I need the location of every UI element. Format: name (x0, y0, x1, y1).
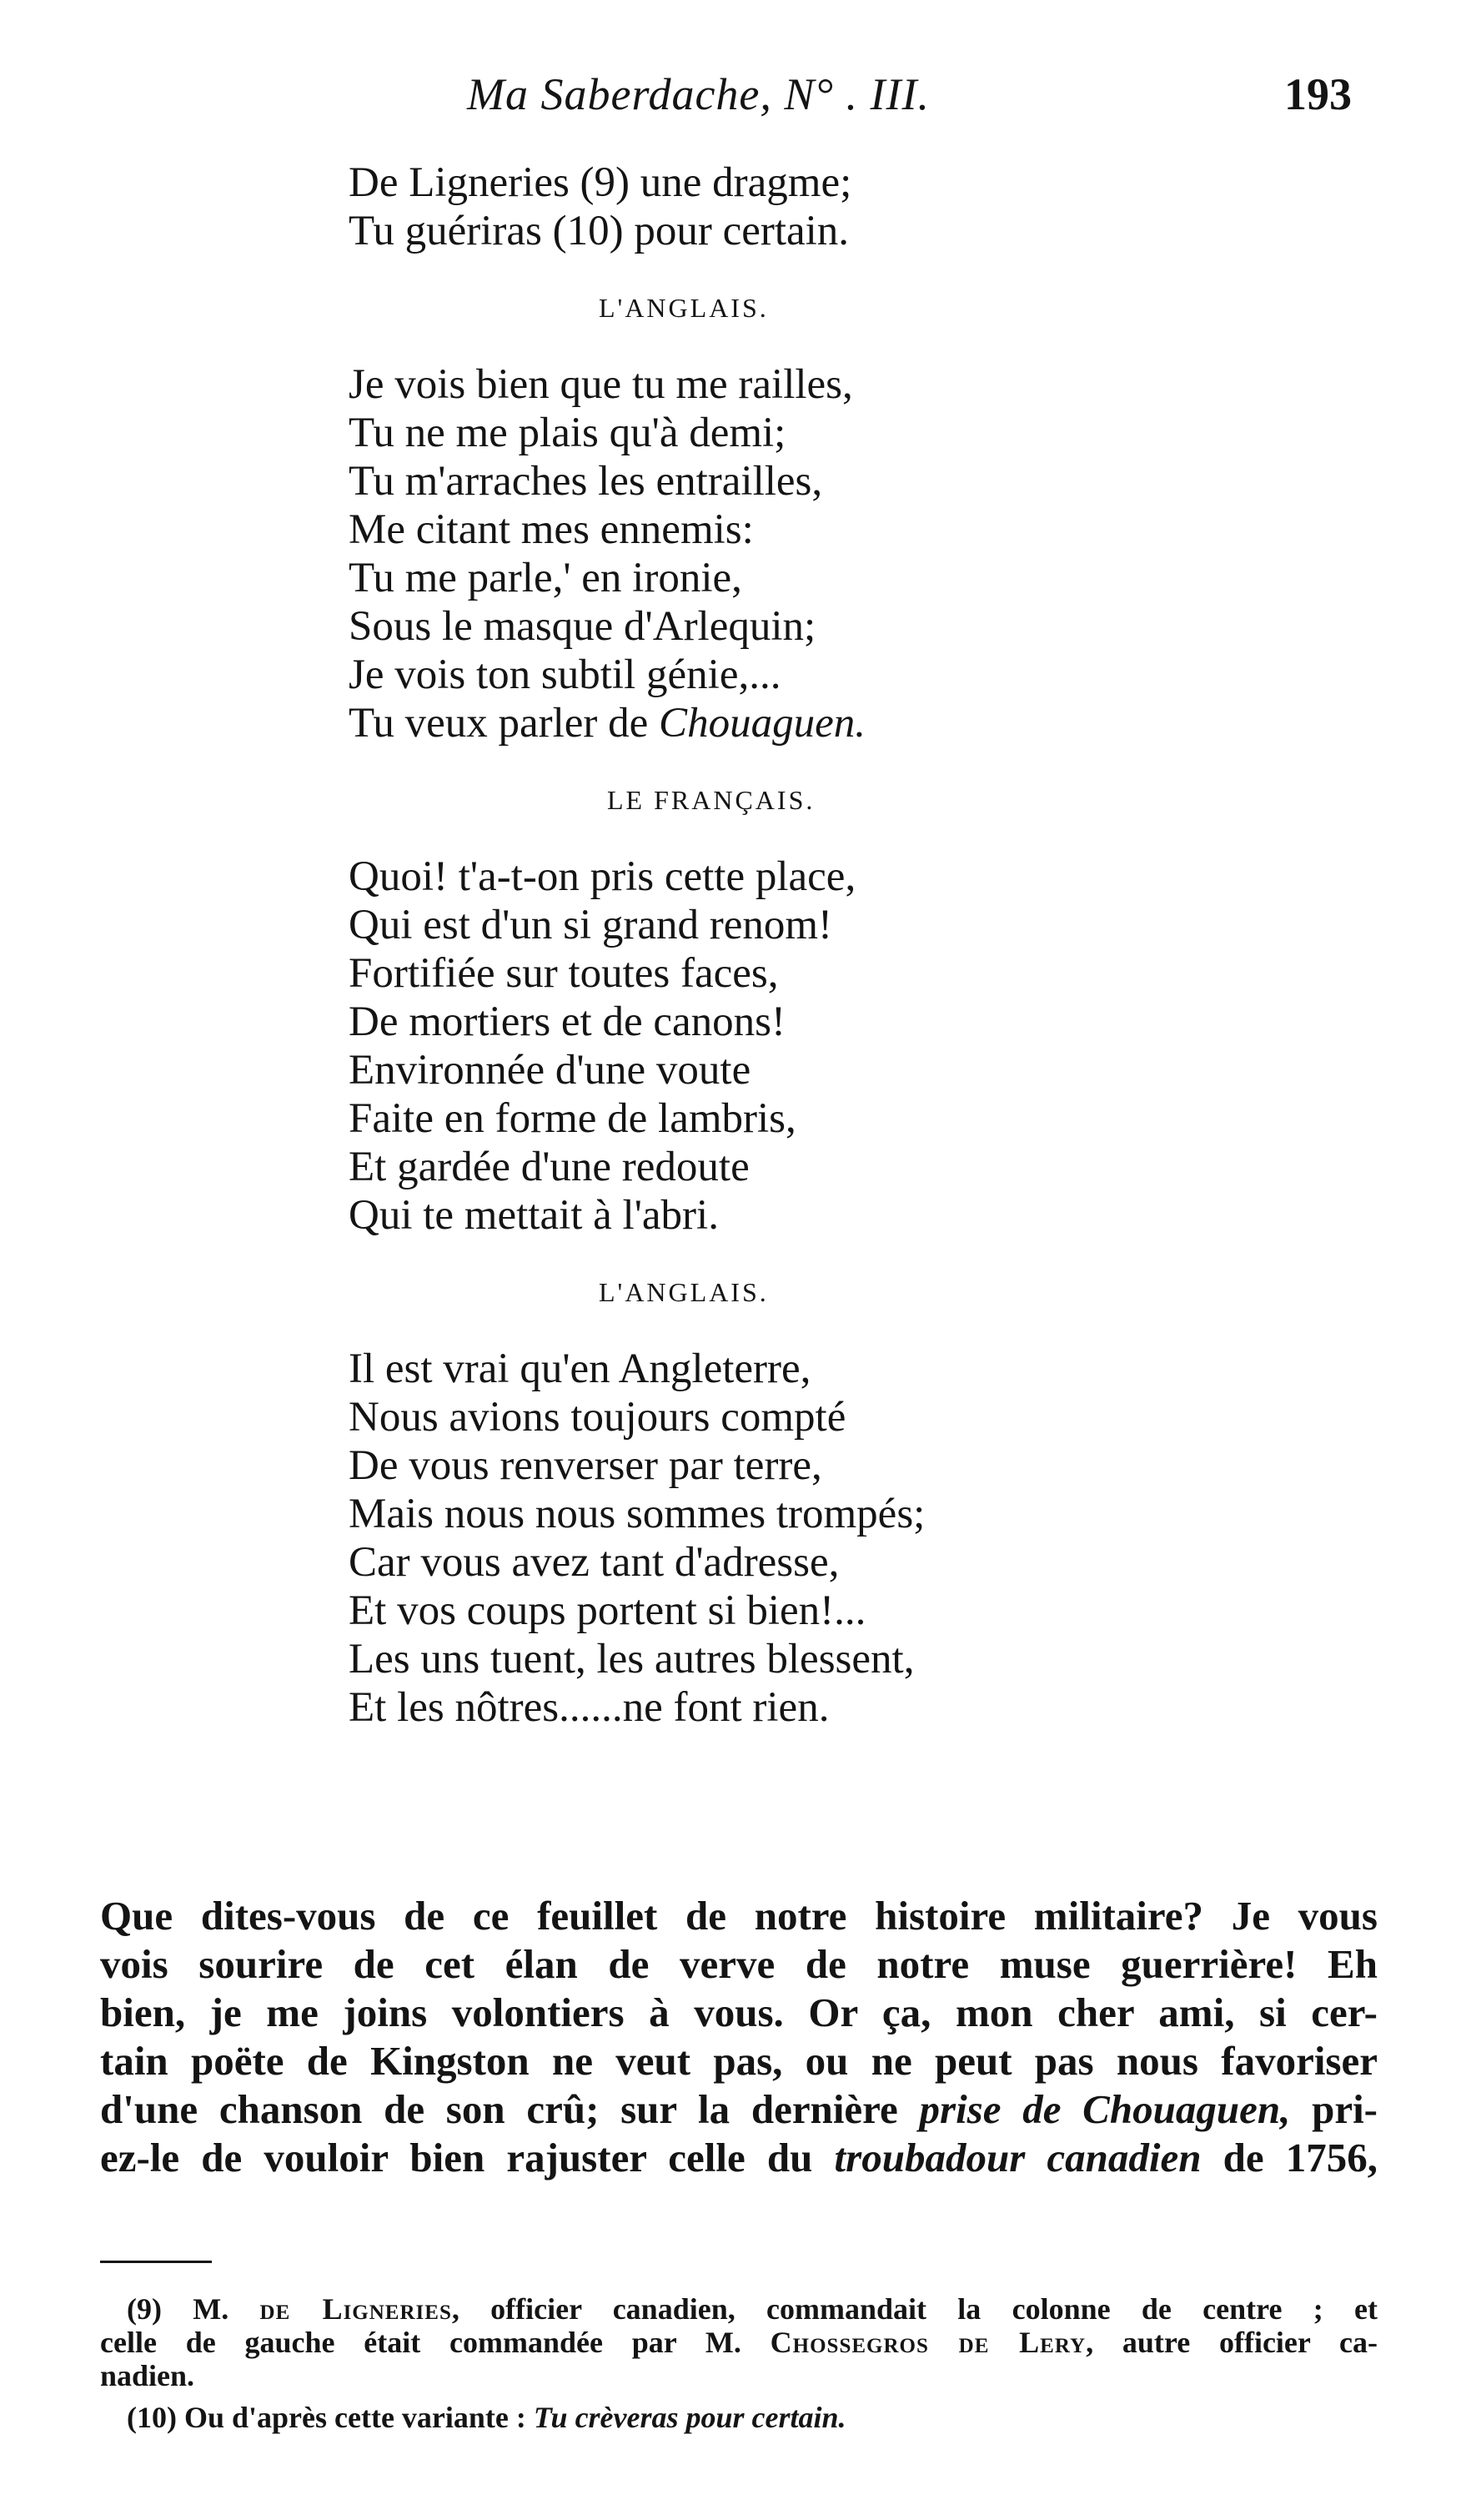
verse-line: Tu m'arraches les entrailles, (349, 458, 823, 505)
prose-paragraph (100, 1892, 1378, 2182)
prose-line (100, 2085, 1378, 2134)
verse-line: De Ligneries (9) une dragme; (349, 159, 852, 206)
verse-line: Qui est d'un si grand renom! (349, 902, 833, 948)
place-name-chouaguen: Chouaguen. (659, 700, 866, 747)
speaker-heading: L'ANGLAIS. (599, 293, 769, 323)
verse-line: Tu ne me plais qu'à demi; (349, 410, 786, 456)
footnote-text: , officier canadien, commandait la colonne de centre ; et (451, 2292, 1378, 2326)
verse-line: Il est vrai qu'en Angleterre, (349, 1346, 811, 1392)
footnote-10 (100, 2401, 1378, 2434)
verse-line: Fortifiée sur toutes faces, (349, 950, 779, 997)
footnote-line (100, 2326, 1378, 2359)
verse-line: Nous avions toujours compté (349, 1394, 846, 1441)
footnote-name: de Ligneries (259, 2292, 452, 2326)
verse-line: De vous renverser par terre, (349, 1442, 822, 1489)
verse-line: Tu me parle,' en ironie, (349, 555, 742, 601)
running-title: Ma Saberdache, N° . III. (467, 69, 930, 119)
prose-text: de 1756, (1201, 2135, 1378, 2180)
verse-line: Je vois ton subtil génie,... (349, 651, 781, 698)
verse-line: Mais nous nous sommes trompés; (349, 1491, 926, 1537)
footnote-text: (9) M. (127, 2292, 260, 2326)
prose-line: Que dites-vous de ce feuillet de notre histoire militaire? Je vous (100, 1893, 1378, 1939)
footnote-italic: Tu crèveras pour certain. (533, 2401, 846, 2434)
stanza-1 (349, 158, 1266, 255)
prose-line: tain poëte de Kingston ne veut pas, ou ne peut pas nous favoriser (100, 2038, 1378, 2084)
verse-line: Environnée d'une voute (349, 1047, 751, 1094)
prose-line (100, 2134, 1378, 2182)
footnote-9 (100, 2292, 1378, 2392)
verse-line: Qui te mettait à l'abri. (349, 1192, 719, 1239)
footnote-name: Chossegros de Lery (770, 2326, 1087, 2359)
footnote-line (100, 2292, 1378, 2326)
verse-line: Et les nôtres......ne font rien. (349, 1684, 830, 1731)
verse-line: Sous le masque d'Arlequin; (349, 603, 816, 650)
verse-line: Me citant mes ennemis: (349, 506, 754, 553)
page-header (0, 68, 1461, 127)
page-number: 193 (1284, 69, 1352, 119)
verse-line: De mortiers et de canons! (349, 998, 786, 1045)
footnote-text: (10) Ou d'après cette variante : (127, 2401, 534, 2434)
stanza-4 (349, 1345, 1266, 1732)
verse-line: Et vos coups portent si bien!... (349, 1587, 866, 1634)
footnote-text: celle de gauche était commandée par M. (100, 2326, 771, 2359)
verse-text: Tu veux parler de (349, 700, 660, 747)
prose-line: vois sourire de cet élan de verve de notre muse guerrière! Eh (100, 1941, 1378, 1987)
verse-line: Les uns tuent, les autres blessent, (349, 1636, 915, 1683)
stanza-3 (349, 853, 1266, 1240)
footnote-line (100, 2401, 1378, 2434)
speaker-heading: LE FRANÇAIS. (607, 785, 816, 815)
footnote-text: , autre officier ca- (1086, 2326, 1378, 2359)
footnote-line: nadien. (100, 2359, 195, 2392)
prose-line: bien, je me joins volontiers à vous. Or ça, mon cher ami, si cer- (100, 1989, 1378, 2035)
verse-line: Je vois bien que tu me railles, (349, 361, 853, 408)
prose-italic: prise de Chouaguen, (919, 2086, 1291, 2132)
prose-text: pri- (1290, 2086, 1378, 2132)
poem (349, 158, 1266, 1732)
prose-text: ez-le de vouloir bien rajuster celle du (100, 2135, 835, 2180)
prose-italic: troubadour canadien (834, 2135, 1202, 2180)
verse-line: Quoi! t'a-t-on pris cette place, (349, 853, 856, 900)
footnote-rule (100, 2261, 212, 2263)
prose-text: d'une chanson de son crû; sur la dernière (100, 2086, 920, 2132)
speaker-heading: L'ANGLAIS. (599, 1277, 769, 1307)
verse-line: Faite en forme de lambris, (349, 1095, 796, 1142)
verse-line: Car vous avez tant d'adresse, (349, 1539, 840, 1586)
verse-line (349, 699, 1266, 747)
verse-line: Et gardée d'une redoute (349, 1144, 750, 1190)
verse-line: Tu guériras (10) pour certain. (349, 208, 850, 254)
footnotes (100, 2292, 1378, 2442)
stanza-2 (349, 360, 1266, 747)
